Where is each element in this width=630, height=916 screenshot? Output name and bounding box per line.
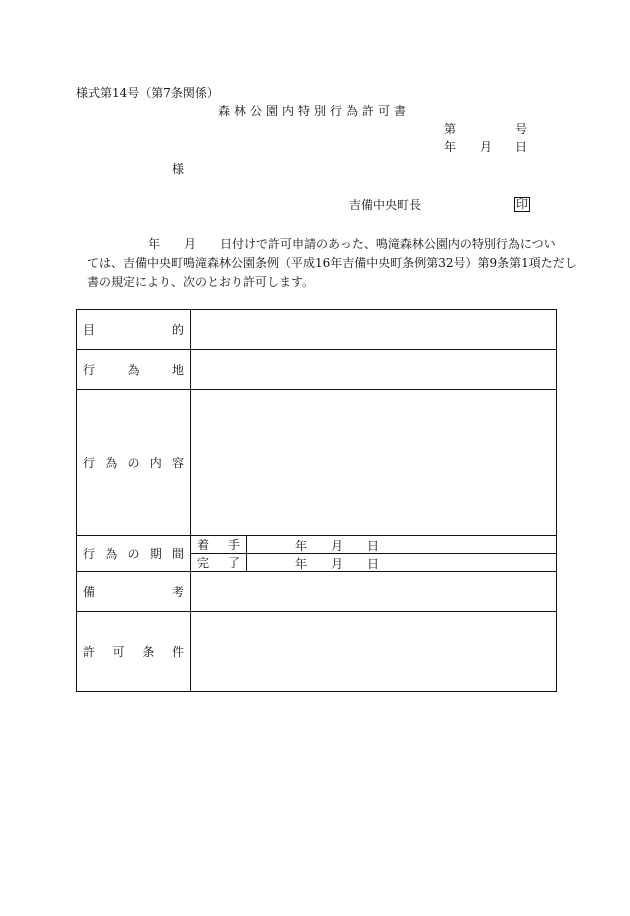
end-day: 日 <box>367 557 380 571</box>
permit-details-table <box>76 309 557 692</box>
issue-date-day: 日 <box>515 140 528 154</box>
start-day: 日 <box>367 539 380 553</box>
end-label: 完 了 <box>191 554 247 572</box>
content-label: 行 為 の 内 容 <box>77 390 191 536</box>
purpose-label: 目 的 <box>77 310 191 350</box>
issuer-name: 吉備中央町長 <box>349 198 422 212</box>
issue-date-year: 年 <box>444 140 457 154</box>
seal-mark: 印 <box>516 197 529 211</box>
start-year: 年 <box>295 539 308 553</box>
purpose-value[interactable] <box>191 310 557 350</box>
remarks-value[interactable] <box>191 572 557 612</box>
purpose-row <box>77 310 557 350</box>
location-label: 行 為 地 <box>77 350 191 390</box>
start-label: 着 手 <box>191 536 247 554</box>
addressee-suffix: 様 <box>172 162 185 176</box>
location-row <box>77 350 557 390</box>
start-month: 月 <box>331 539 344 553</box>
conditions-label: 許 可 条 件 <box>77 612 191 692</box>
number-prefix: 第 <box>444 122 457 136</box>
body-line-1: 年 月 日付けで許可申請のあった、鳴滝森林公園内の特別行為につい <box>148 237 556 251</box>
end-date-value[interactable] <box>247 554 557 572</box>
body-line-3: 書の規定により、次のとおり許可します。 <box>87 275 315 289</box>
document-title: 森林公園内特別行為許可書 <box>218 104 411 118</box>
conditions-row <box>77 612 557 692</box>
body-line-2: ては、吉備中央町鳴滝森林公園条例（平成16年吉備中央町条例第32号）第9条第1項ただし <box>87 256 577 270</box>
end-month: 月 <box>331 557 344 571</box>
remarks-row <box>77 572 557 612</box>
location-value[interactable] <box>191 350 557 390</box>
period-start-row <box>77 536 557 554</box>
remarks-label: 備 考 <box>77 572 191 612</box>
number-suffix: 号 <box>515 122 528 136</box>
issue-date-month: 月 <box>480 140 493 154</box>
form-number: 様式第14号（第7条関係） <box>76 86 219 100</box>
content-row <box>77 390 557 536</box>
content-value[interactable] <box>191 390 557 536</box>
conditions-value[interactable] <box>191 612 557 692</box>
end-year: 年 <box>295 557 308 571</box>
start-date-value[interactable] <box>247 536 557 554</box>
period-label: 行 為 の 期 間 <box>77 536 191 572</box>
